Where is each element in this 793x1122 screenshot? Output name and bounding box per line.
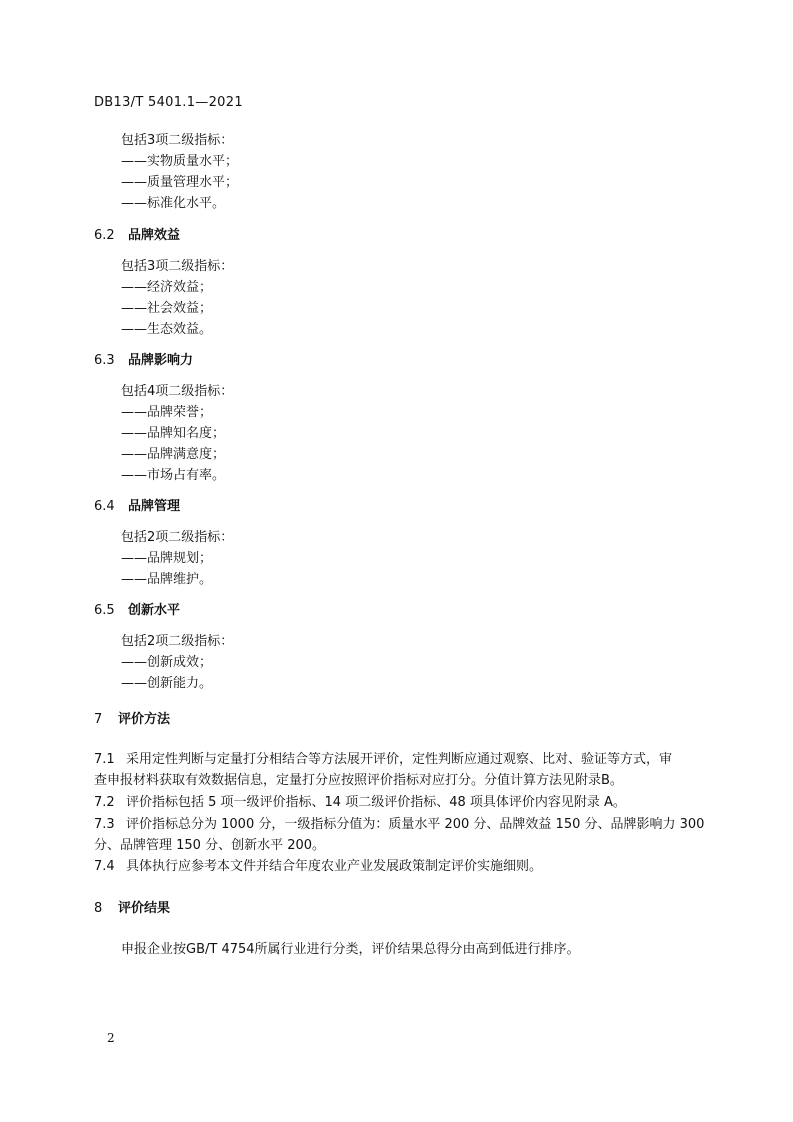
section-title: 品牌影响力	[128, 353, 194, 368]
section-title: 创新水平	[128, 603, 181, 618]
section-heading-6-5	[94, 603, 180, 619]
list-item: ——创新成效；	[121, 655, 213, 670]
page-number: 2	[107, 1031, 115, 1045]
list-intro: 包括3项二级指标：	[121, 259, 234, 274]
clause-number: 7.2	[94, 795, 115, 810]
section-heading-8	[94, 901, 170, 917]
section-title: 品牌管理	[128, 499, 181, 514]
clause-7-4	[94, 859, 542, 875]
list-item: ——品牌规划；	[121, 551, 213, 566]
list-item: ——市场占有率。	[121, 468, 226, 483]
section-number: 7	[94, 712, 103, 727]
clause-number: 7.4	[94, 859, 115, 874]
list-item: ——社会效益；	[121, 301, 213, 316]
list-item: ——创新能力。	[121, 676, 213, 691]
list-item: ——品牌维护。	[121, 572, 213, 587]
clause-7-1-line2: 查申报材料获取有效数据信息，定量打分应按照评价指标对应打分。分值计算方法见附录B。	[94, 773, 623, 788]
list-item: ——经济效益；	[121, 280, 213, 295]
section-title: 品牌效益	[128, 228, 181, 243]
section-number: 6.2	[94, 228, 115, 243]
clause-text: 评价指标总分为 1000 分，一级指标分值为：质量水平 200 分、品牌效益 150 分、品牌影响力 300	[126, 817, 705, 832]
section-heading-7	[94, 712, 170, 728]
list-item: ——生态效益。	[121, 322, 213, 337]
list-item: ——品牌知名度；	[121, 426, 226, 441]
section-title: 评价方法	[118, 712, 171, 727]
list-intro: 包括4项二级指标：	[121, 384, 234, 399]
list-intro: 包括3项二级指标：	[121, 133, 234, 148]
clause-text: 具体执行应参考本文件并结合年度农业产业发展政策制定评价实施细则。	[126, 859, 543, 874]
clause-text: 采用定性判断与定量打分相结合等方法展开评价，定性判断应通过观察、比对、验证等方式，审	[126, 752, 673, 767]
list-item: ——标准化水平。	[121, 196, 226, 211]
list-intro: 包括2项二级指标：	[121, 634, 234, 649]
clause-7-2	[94, 795, 626, 811]
clause-number: 7.1	[94, 752, 115, 767]
list-item: ——品牌荣誉；	[121, 405, 213, 420]
document-id: DB13/T 5401.1—2021	[94, 95, 243, 110]
list-item: ——质量管理水平；	[121, 175, 239, 190]
clause-number: 7.3	[94, 817, 115, 832]
section-8-text: 申报企业按GB/T 4754所属行业进行分类，评价结果总得分由高到低进行排序。	[121, 942, 580, 957]
section-heading-6-3	[94, 353, 193, 369]
section-heading-6-2	[94, 228, 180, 244]
section-number: 6.5	[94, 603, 115, 618]
section-heading-6-4	[94, 499, 180, 515]
clause-7-1-line1	[94, 752, 672, 768]
list-intro: 包括2项二级指标：	[121, 530, 234, 545]
section-title: 评价结果	[118, 901, 171, 916]
list-item: ——实物质量水平；	[121, 154, 239, 169]
section-number: 8	[94, 901, 103, 916]
list-item: ——品牌满意度；	[121, 447, 226, 462]
clause-7-3-line2: 分、品牌管理 150 分、创新水平 200。	[94, 838, 326, 853]
clause-7-3-line1	[94, 817, 704, 833]
clause-text: 评价指标包括 5 项一级评价指标、14 项二级评价指标、48 项具体评价内容见附录 A。	[126, 795, 626, 810]
section-number: 6.3	[94, 353, 115, 368]
section-number: 6.4	[94, 499, 115, 514]
